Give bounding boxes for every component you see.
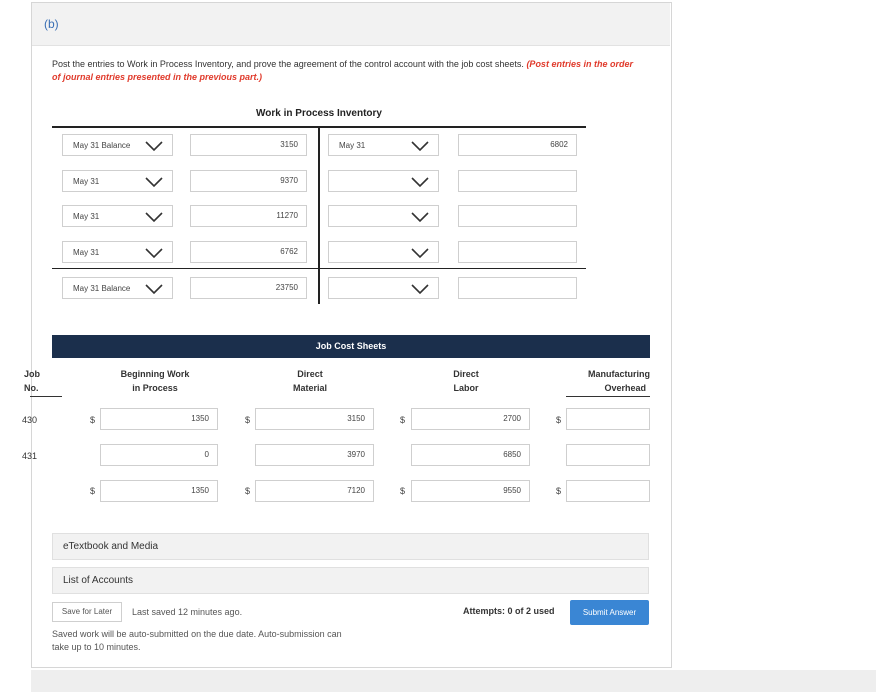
col-beginning-line1: Beginning Work — [120, 369, 190, 379]
currency-sign: $ — [90, 415, 96, 425]
credit-date-select[interactable] — [328, 241, 439, 263]
chevron-down-icon — [410, 247, 430, 259]
credit-balance-input[interactable] — [458, 277, 577, 299]
instructions-note: (Post entries in the order of journal entries presented in the previous part.) — [52, 59, 633, 82]
list-of-accounts-link[interactable]: List of Accounts — [52, 567, 649, 594]
col-direct-labor — [396, 367, 536, 395]
chevron-down-icon — [144, 247, 164, 259]
col-job-no-line2: No. — [24, 383, 39, 393]
job-cost-sheets-title: Job Cost Sheets — [52, 335, 650, 358]
currency-sign: $ — [245, 415, 251, 425]
total-direct-material-input[interactable]: 7120 — [255, 480, 374, 502]
t-account-title: Work in Process Inventory — [256, 108, 382, 119]
credit-balance-select[interactable] — [328, 277, 439, 299]
part-label: (b) — [44, 17, 59, 31]
beginning-wip-input[interactable]: 1350 — [100, 408, 218, 430]
page-footer-bar — [31, 670, 876, 692]
direct-labor-input[interactable]: 2700 — [411, 408, 530, 430]
select-value: May 31 — [73, 177, 100, 186]
select-value: May 31 — [73, 212, 100, 221]
balance-date-select[interactable] — [62, 277, 173, 299]
debit-amount-input[interactable]: 3150 — [190, 134, 307, 156]
submit-answer-button[interactable]: Submit Answer — [570, 600, 649, 625]
direct-material-input[interactable]: 3150 — [255, 408, 374, 430]
credit-amount-input[interactable]: 6802 — [458, 134, 577, 156]
total-beginning-wip-input[interactable]: 1350 — [100, 480, 218, 502]
col-job-no — [24, 367, 62, 397]
credit-date-select[interactable] — [328, 134, 439, 156]
col-beginning-wip — [85, 367, 225, 395]
credit-amount-input[interactable] — [458, 170, 577, 192]
debit-amount-input[interactable]: 6762 — [190, 241, 307, 263]
debit-date-select[interactable] — [62, 205, 173, 227]
select-value: May 31 Balance — [73, 284, 131, 293]
beginning-wip-input[interactable]: 0 — [100, 444, 218, 466]
job-number-value: 431 — [22, 451, 38, 461]
etextbook-link[interactable]: eTextbook and Media — [52, 533, 649, 560]
attempts-text: Attempts: 0 of 2 used — [463, 606, 555, 616]
manufacturing-overhead-input[interactable] — [566, 408, 650, 430]
direct-labor-input[interactable]: 6850 — [411, 444, 530, 466]
currency-sign: $ — [556, 486, 562, 496]
chevron-down-icon — [410, 176, 430, 188]
col-job-no-line1: Job — [24, 369, 41, 379]
question-header — [32, 3, 670, 46]
col-dm-line2: Material — [292, 383, 327, 393]
credit-date-select[interactable] — [328, 205, 439, 227]
debit-date-select[interactable] — [62, 241, 173, 263]
t-account-center-line — [318, 126, 320, 304]
debit-date-select[interactable] — [62, 134, 173, 156]
select-value: May 31 Balance — [73, 141, 131, 150]
manufacturing-overhead-input[interactable] — [566, 444, 650, 466]
total-direct-labor-input[interactable]: 9550 — [411, 480, 530, 502]
col-moh-line1: Manufacturing — [588, 369, 650, 379]
credit-date-select[interactable] — [328, 170, 439, 192]
credit-amount-input[interactable] — [458, 205, 577, 227]
chevron-down-icon — [144, 283, 164, 295]
currency-sign: $ — [400, 415, 406, 425]
currency-sign: $ — [400, 486, 406, 496]
debit-date-select[interactable] — [62, 170, 173, 192]
job-number-value: 430 — [22, 415, 38, 425]
credit-amount-input[interactable] — [458, 241, 577, 263]
instructions-main: Post the entries to Work in Process Inventory, and prove the agreement of the control account with the job cost sheets. — [52, 59, 524, 69]
col-dl-line2: Labor — [453, 383, 479, 393]
direct-material-input[interactable]: 3970 — [255, 444, 374, 466]
job-number — [22, 451, 70, 461]
col-manufacturing-overhead — [566, 367, 650, 397]
chevron-down-icon — [144, 140, 164, 152]
currency-sign: $ — [556, 415, 562, 425]
col-moh-line2: Overhead — [604, 383, 646, 393]
chevron-down-icon — [410, 283, 430, 295]
col-dm-line1: Direct — [297, 369, 323, 379]
chevron-down-icon — [410, 211, 430, 223]
chevron-down-icon — [410, 140, 430, 152]
chevron-down-icon — [144, 176, 164, 188]
currency-sign: $ — [245, 486, 251, 496]
chevron-down-icon — [144, 211, 164, 223]
job-number — [22, 415, 70, 425]
t-account-balance-line — [52, 268, 586, 269]
currency-sign: $ — [90, 486, 96, 496]
select-value: May 31 — [339, 141, 366, 150]
total-manufacturing-overhead-input[interactable] — [566, 480, 650, 502]
select-value: May 31 — [73, 248, 100, 257]
debit-amount-input[interactable]: 11270 — [190, 205, 307, 227]
auto-submit-note: Saved work will be auto-submitted on the due date. Auto-submission can take up to 10 minutes. — [52, 629, 342, 652]
last-saved-text: Last saved 12 minutes ago. — [132, 607, 243, 617]
save-for-later-button[interactable]: Save for Later — [52, 602, 122, 622]
col-dl-line1: Direct — [453, 369, 479, 379]
col-beginning-line2: in Process — [132, 383, 178, 393]
col-direct-material — [240, 367, 380, 395]
instructions — [52, 58, 642, 84]
balance-amount-input[interactable]: 23750 — [190, 277, 307, 299]
debit-amount-input[interactable]: 9370 — [190, 170, 307, 192]
